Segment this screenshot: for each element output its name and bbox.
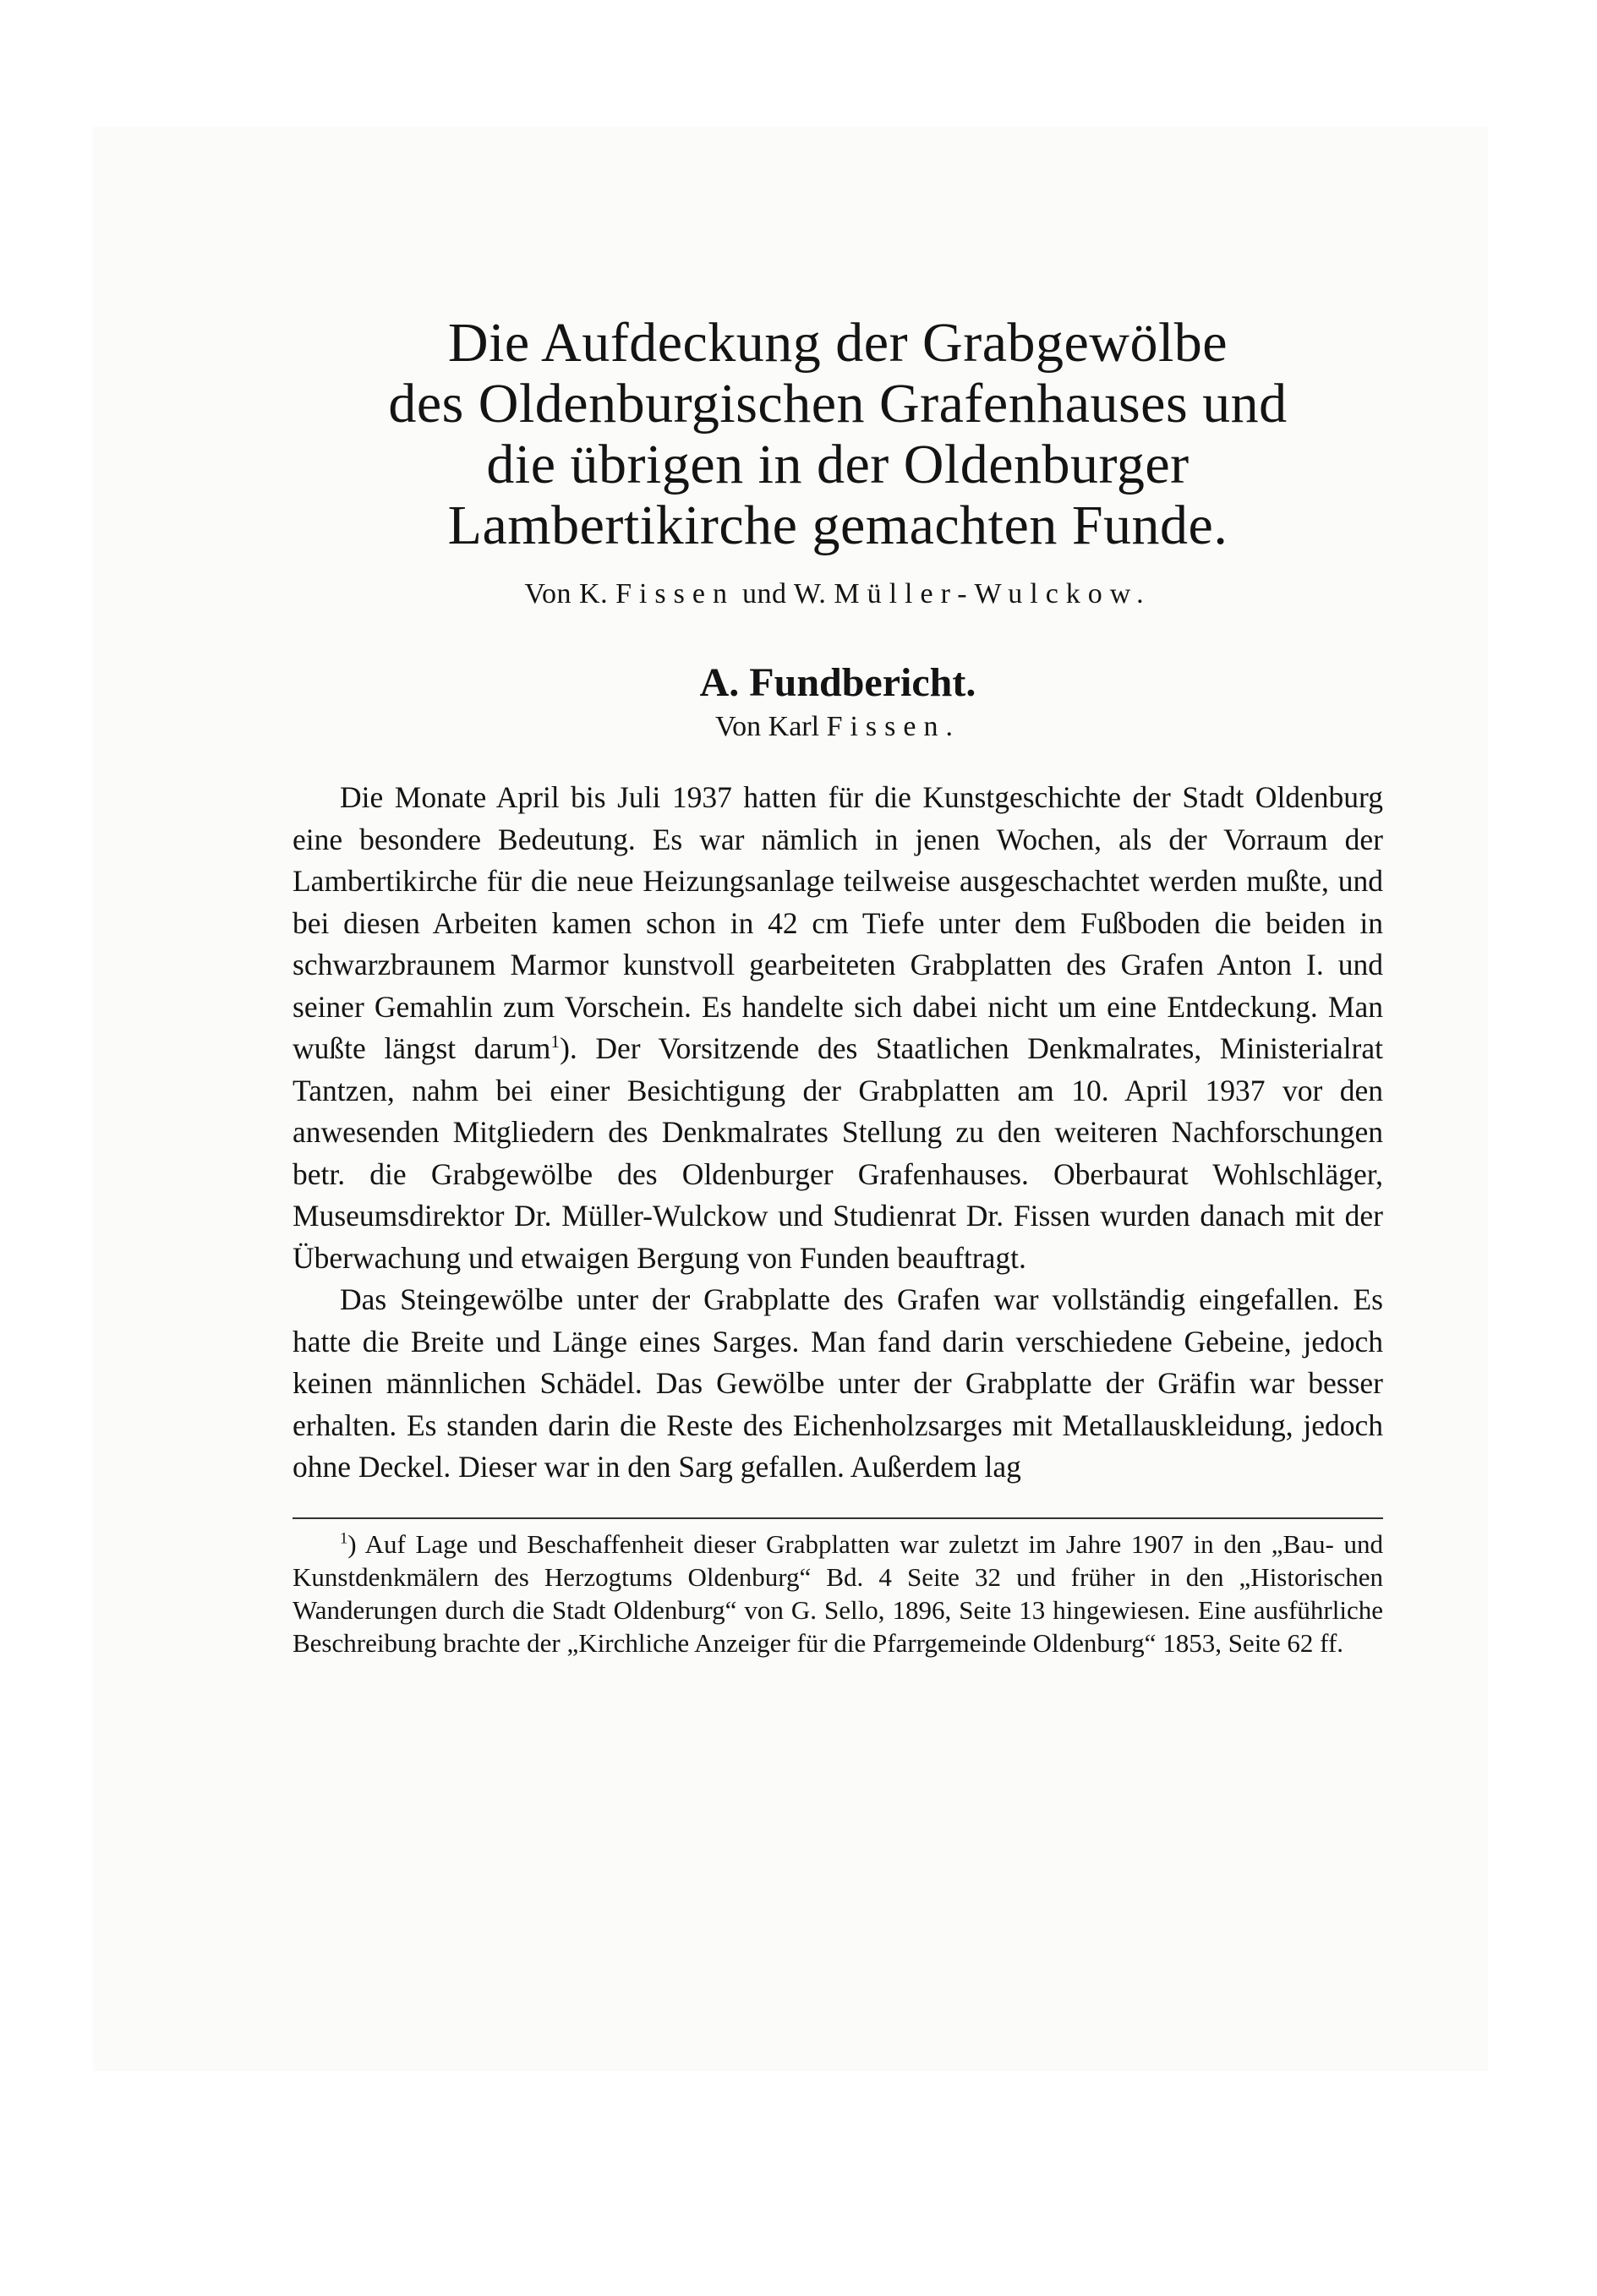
footnote-divider bbox=[293, 1517, 1383, 1519]
footnote bbox=[293, 1528, 1383, 1659]
footnote-reference[interactable]: 1 bbox=[550, 1031, 561, 1052]
article-authors bbox=[293, 578, 1383, 610]
author-mueller-wulckow: Müller-Wulckow. bbox=[834, 578, 1151, 610]
paragraph-text: ). Der Vorsitzende des Staatlichen Denkmalrates, Ministerialrat Tantzen, nahm bei einer Besichtigung der Grabplatten am 10. April 1937 vor den anwesenden Mitgliedern des Denkmalrates Stellung zu den weiteren Nachforschungen betr. die Grabgewölbe des Oldenburger Grafenhauses. Oberbaurat Wohlschläger, Museumsdirektor Dr. Müller-Wulckow und Studienrat Dr. Fissen wurden danach mit der Überwachung und etwaigen Bergung von Funden beauftragt. bbox=[293, 1031, 1384, 1275]
text-column bbox=[293, 313, 1383, 1659]
title-line: Lambertikirche gemachten Funde. bbox=[447, 495, 1228, 556]
footnote-marker: 1 bbox=[340, 1529, 348, 1548]
section-author-name: Fissen. bbox=[826, 711, 960, 742]
title-line: Die Aufdeckung der Grabgewölbe bbox=[447, 312, 1228, 374]
section-heading: A. Fundbericht. bbox=[699, 660, 976, 705]
title-line: des Oldenburgischen Grafenhauses und bbox=[388, 373, 1288, 435]
paragraph bbox=[293, 777, 1383, 1279]
section-author bbox=[293, 711, 1383, 743]
author-fissen: Fissen bbox=[615, 578, 735, 610]
section-author-prefix: Von Karl bbox=[714, 711, 820, 742]
paragraph: Das Steingewölbe unter der Grabplatte des Grafen war vollständig eingefallen. Es hatte die Breite und Länge eines Sarges. Man fand darin verschiedene Gebeine, jedoch keinen männlichen Schädel. Das Gewölbe unter der Grabplatte der Gräfin war besser erhalten. Es standen darin die Reste des Eichenholzsarges mit Metallauskleidung, jedoch ohne Deckel. Dieser war in den Sarg gefallen. Außerdem lag bbox=[293, 1282, 1383, 1484]
authors-prefix: Von K. bbox=[524, 578, 609, 610]
body-text bbox=[293, 777, 1383, 1489]
authors-joiner: und W. bbox=[742, 578, 827, 610]
paragraph-text: Die Monate April bis Juli 1937 hatten für die Kunstgeschichte der Stadt Oldenburg eine besondere Bedeutung. Es war nämlich in jenen Wochen, als der Vorraum der Lambertikirche für die neue Heizungsanlage teilweise ausgeschachtet werden mußte, und bei diesen Arbeiten kamen schon in 42 cm Tiefe unter dem Fußboden die beiden in schwarzbraunem Marmor kunstvoll gearbeiteten Grabplatten des Grafen Anton I. und seiner Gemahlin zum Vorschein. Es handelte sich dabei nicht um eine Entdeckung. Man wußte längst darum bbox=[293, 780, 1383, 1065]
footnote-text: ) Auf Lage und Beschaffenheit dieser Grabplatten war zuletzt im Jahre 1907 in den „Bau- und Kunstdenkmälern des Herzogtums Oldenburg“ Bd. 4 Seite 32 und früher in den „Historischen Wanderungen durch die Stadt Oldenburg“ von G. Sello, 1896, Seite 13 hingewiesen. Eine ausführliche Beschreibung brachte der „Kirchliche Anzeiger für die Pfarrgemeinde Oldenburg“ 1853, Seite 62 ff. bbox=[293, 1528, 1383, 1658]
article-title bbox=[293, 313, 1383, 556]
title-line: die übrigen in der Oldenburger bbox=[486, 434, 1190, 495]
